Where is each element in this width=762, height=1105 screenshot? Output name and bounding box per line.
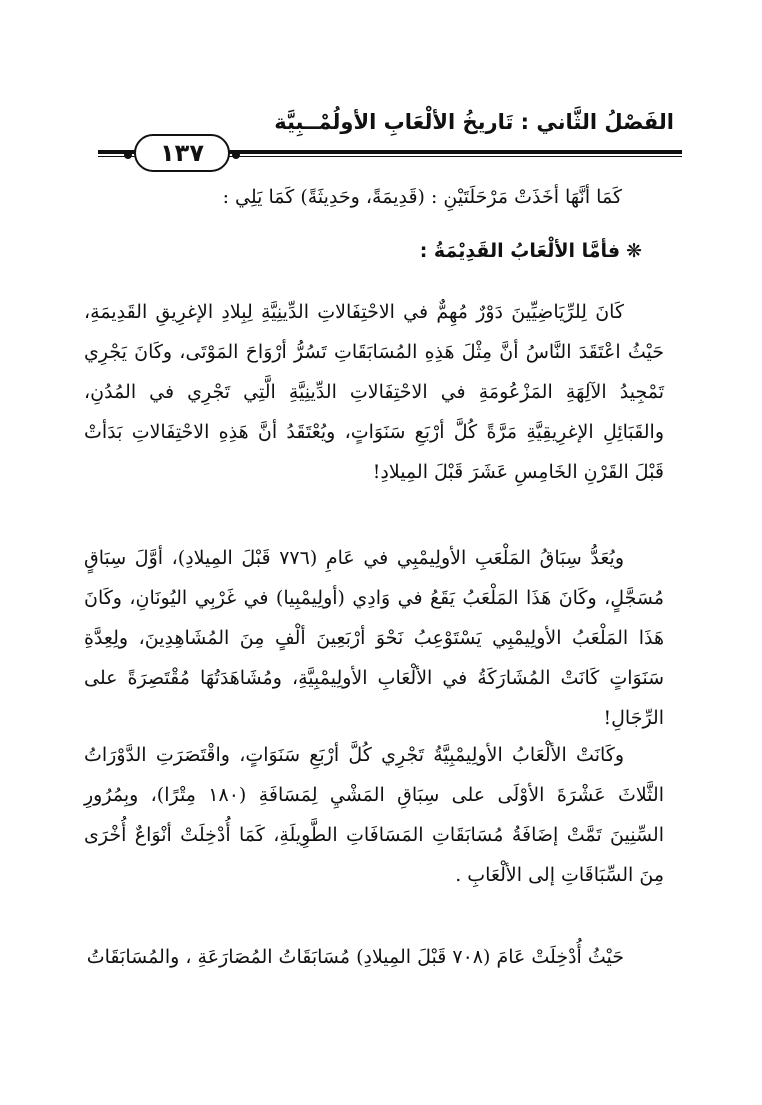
section-heading-text: فأمَّا الألْعَابُ القَدِيْمَةُ : [419, 240, 621, 262]
paragraph-3 [84, 735, 664, 895]
paragraph-4 [84, 937, 664, 977]
section-heading [420, 240, 642, 262]
page-number-badge: ١٣٧ [134, 134, 230, 172]
intro-line: كَمَا أنَّهَا أخَذَتْ مَرْحَلَتَيْنِ : (قَدِيمَةً، وحَدِيثَةً) كَمَا يَلِي : [222, 186, 622, 208]
paragraph-text: كَانَ لِلرِّيَاضِيِّينَ دَوْرٌ مُهِمٌّ في الاحْتِفَالاتِ الدِّينِيَّةِ لِبِلادِ الإغرِيقِ القَدِيمَةِ، حَيْثُ اعْتَقَدَ النَّاسُ أنَّ مِثْلَ هَذِهِ المُسَابَقَاتِ تَسُرُّ أرْوَاحَ المَوْتَى، وكَانَ يَجْرِي تَمْجِيدُ الآلِهَةِ المَزْعُومَةِ في الاحْتِفَالاتِ الدِّينِيَّةِ الَّتِي تَجْرِي في المُدُنِ، والقَبَائِلِ الإغرِيقِيَّةِ مَرَّةً كُلَّ أرْبَعِ سَنَوَاتٍ، ويُعْتَقَدُ أنَّ هَذِهِ الاحْتِفَالاتِ بَدَأتْ قَبْلَ القَرْنِ الخَامِسِ عَشَرَ قَبْلَ المِيلادِ! [84, 301, 664, 483]
paragraph-1 [84, 292, 664, 492]
paragraph-text: حَيْثُ أُدْخِلَتْ عَامَ (٧٠٨ قَبْلَ المِيلادِ) مُسَابَقَاتُ المُصَارَعَةِ ، والمُسَابَقَاتُ [86, 946, 624, 968]
paragraph-2 [84, 538, 664, 738]
paragraph-text: وكَانَتْ الألْعَابُ الأولِيمْبِيَّةُ تَجْرِي كُلَّ أرْبَعِ سَنَوَاتٍ، واقْتَصَرَتِ الدَّوْرَاتُ الثَّلاثَ عَشْرَةَ الأوْلَى على سِبَاقِ المَشْيِ لِمَسَافَةِ (١٨٠ مِتْرًا)، وبِمُرُورِ السِّنِينَ تَمَّتْ إضَافَةُ مُسَابَقَاتِ المَسَافَاتِ الطَّوِيلَةِ، كَمَا أُدْخِلَتْ أنْوَاعٌ أُخْرَى مِنَ السِّبَاقَاتِ إلى الألْعَابِ . [84, 744, 664, 886]
paragraph-text: ويُعَدُّ سِبَاقُ المَلْعَبِ الأولِيمْبِي في عَامِ (٧٧٦ قَبْلَ المِيلادِ)، أوَّلَ سِبَاقٍ مُسَجَّلٍ، وكَانَ هَذَا المَلْعَبُ يَقَعُ في وَادِي (أولِيمْبِيا) في غَرْبِي اليُونَانِ، وكَانَ هَذَا المَلْعَبُ الأولِيمْبِي يَسْتَوْعِبُ نَحْوَ أرْبَعِينَ ألْفٍ مِنَ المُشَاهِدِينَ، ولِعِدَّةِ سَنَوَاتٍ كَانَتْ المُشَارَكَةُ في الألْعَابِ الأولِيمْبِيَّةِ، ومُشَاهَدَتُهَا مُقْتَصِرَةً على الرِّجَالِ! [84, 547, 664, 729]
header-rule [98, 134, 682, 174]
asterism-bullet-icon: ❋ [626, 240, 642, 262]
running-header-title: الفَصْلُ الثَّاني : تَاريخُ الألْعَابِ الأولُمْــبِيَّة [274, 110, 674, 134]
